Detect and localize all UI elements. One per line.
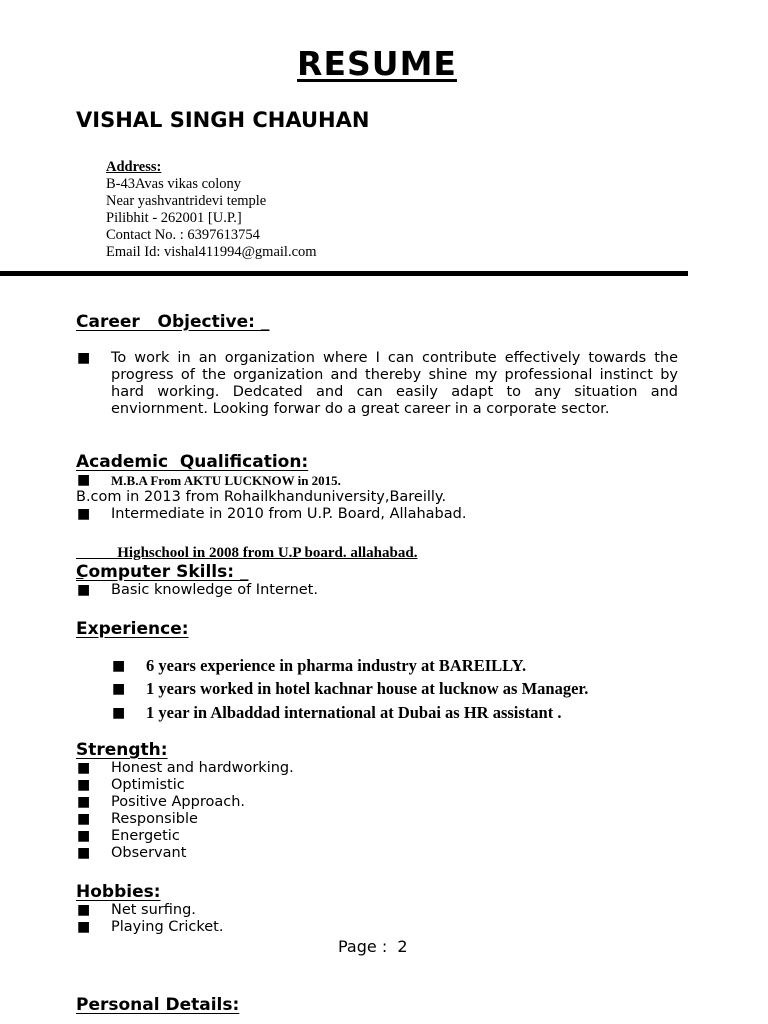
- career-objective-text: [77, 350, 678, 418]
- item-text: Optimistic: [111, 777, 185, 793]
- contact-number: Contact No. : 6397613754: [106, 227, 260, 243]
- header-divider: [0, 271, 688, 276]
- item-text: Net surfing.: [111, 902, 196, 918]
- list-item: [77, 811, 294, 828]
- square-bullet-icon: ■: [77, 777, 91, 793]
- item-text: 1 years worked in hotel kachnar house at lucknow as Manager.: [146, 679, 589, 698]
- item-text: Basic knowledge of Internet.: [111, 582, 318, 598]
- item-text: Highschool in 2008 from U.P board. allahabad.: [91, 545, 418, 561]
- experience-heading: Experience:: [76, 619, 189, 639]
- square-bullet-icon: ■: [77, 760, 91, 776]
- list-item: [77, 919, 224, 936]
- hobbies-heading: Hobbies:: [76, 882, 161, 902]
- square-bullet-icon: ■: [112, 705, 126, 721]
- square-bullet-icon: ■: [77, 828, 91, 844]
- experience-list: [112, 655, 589, 724]
- item-text: Honest and hardworking.: [111, 760, 294, 776]
- strength-list: [77, 760, 294, 862]
- computer-skills-list: [77, 582, 318, 599]
- list-item: [112, 702, 588, 724]
- list-item: [77, 582, 318, 599]
- address-block: [106, 159, 317, 261]
- list-item: [77, 760, 294, 777]
- square-bullet-icon: ■: [77, 582, 91, 598]
- square-bullet-icon: ■: [77, 902, 91, 918]
- item-text: 6 years experience in pharma industry at BAREILLY.: [146, 656, 527, 675]
- item-text: B.com in 2013 from Rohailkhanduniversity,Bareilly.: [76, 489, 447, 505]
- address-label: Address:: [106, 159, 162, 175]
- square-bullet-icon: ■: [112, 658, 126, 674]
- strength-heading: Strength:: [76, 740, 168, 760]
- personal-details-heading: Personal Details:: [76, 995, 240, 1015]
- academic-heading: Academic Qualification:: [76, 452, 309, 472]
- square-bullet-icon: ■: [77, 919, 91, 935]
- item-text: Playing Cricket.: [111, 919, 224, 935]
- resume-title: RESUME: [297, 44, 457, 83]
- item-text: Positive Approach.: [111, 794, 246, 810]
- computer-skills-heading: Computer Skills: _: [76, 562, 249, 582]
- square-bullet-icon: ■: [77, 506, 91, 522]
- square-bullet-icon: ■: [77, 845, 91, 861]
- list-item: [112, 678, 589, 700]
- square-bullet-icon: ■: [112, 681, 126, 697]
- candidate-name: VISHAL SINGH CHAUHAN: [76, 108, 370, 132]
- address-line: B-43Avas vikas colony: [106, 176, 242, 192]
- square-bullet-icon: ■: [77, 350, 91, 366]
- email-id: Email Id: vishal411994@gmail.com: [106, 244, 317, 260]
- address-line: Pilibhit - 262001 [U.P.]: [106, 210, 242, 226]
- item-text: Energetic: [111, 828, 180, 844]
- hobbies-list: [77, 902, 224, 936]
- page-number: Page : 2: [338, 937, 408, 956]
- item-text: Intermediate in 2010 from U.P. Board, Allahabad.: [111, 506, 467, 522]
- list-item: [77, 472, 466, 489]
- square-bullet-icon: ■: [77, 472, 91, 488]
- list-item: [77, 902, 223, 919]
- address-line: Near yashvantridevi temple: [106, 193, 267, 209]
- list-item: [77, 777, 294, 794]
- list-item: [77, 506, 467, 523]
- list-item: [77, 845, 294, 862]
- square-bullet-icon: ■: [77, 794, 91, 810]
- list-item: [77, 794, 294, 811]
- list-item: [112, 655, 588, 677]
- square-bullet-icon: ■: [77, 811, 91, 827]
- item-text: Responsible: [111, 811, 198, 827]
- list-item: [76, 489, 466, 506]
- objective-paragraph: To work in an organization where I can contribute effectively towards the progress of the organization and thereby shine my professional instinct by hard working. Dedcated and can easily adapt to any situation and enviornment. Looking forwar do a great career in a corporate sector.: [111, 350, 678, 417]
- career-objective-heading: Career Objective: _: [76, 312, 270, 332]
- item-text: M.B.A From AKTU LUCKNOW in 2015.: [111, 473, 341, 488]
- item-text: 1 year in Albaddad international at Dubai as HR assistant .: [146, 703, 562, 722]
- list-item: [77, 828, 294, 845]
- item-text: Observant: [111, 845, 187, 861]
